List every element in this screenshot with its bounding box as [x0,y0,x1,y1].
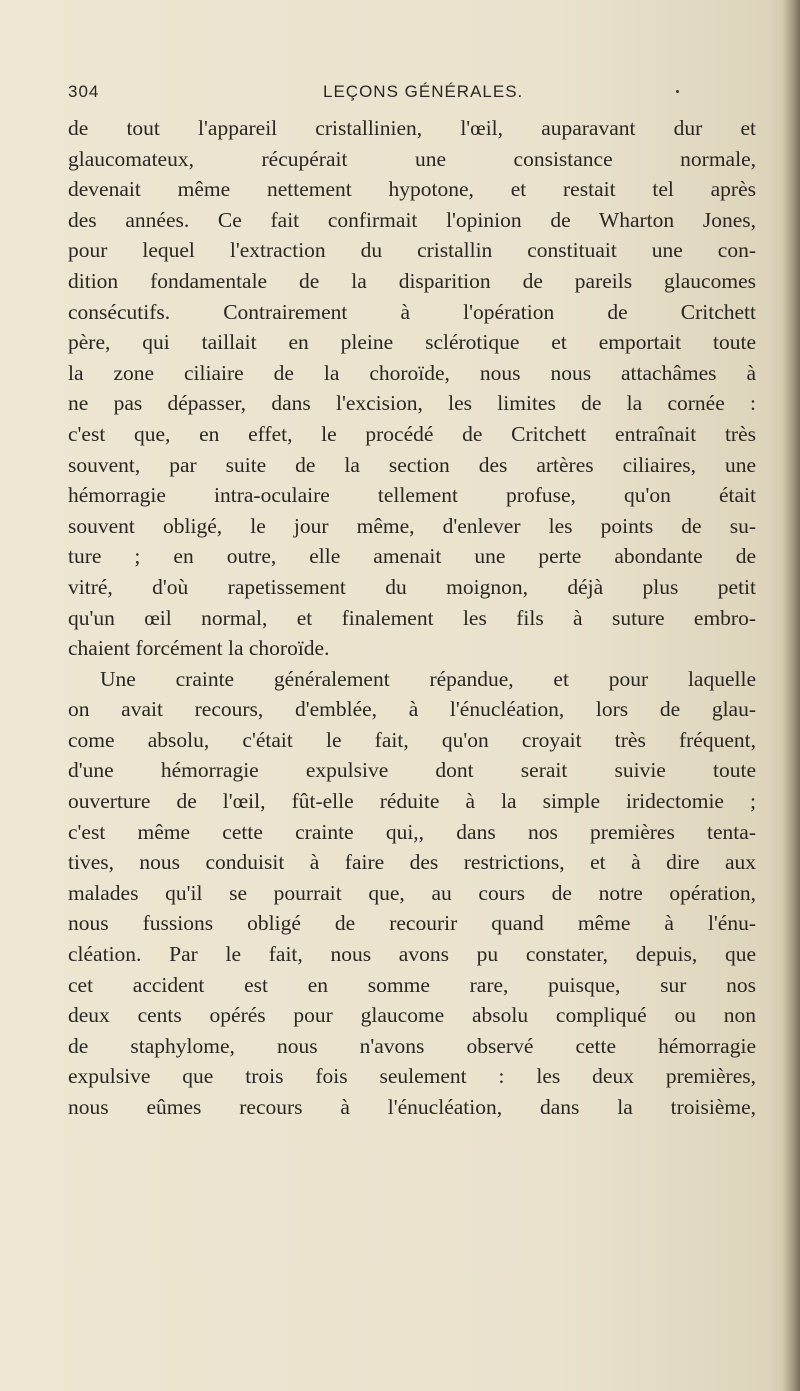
text-line: chaient forcément la choroïde. [68,636,330,661]
text-line: c'est que, en effet, le procédé de Critchett entraînait très [68,421,756,446]
text-line: on avait recours, d'emblée, à l'énucléation, lors de glau- [68,697,756,722]
page-number: 304 [68,82,100,101]
text-line: la zone ciliaire de la choroïde, nous nous attachâmes à [68,360,756,385]
text-line: c'est même cette crainte qui,, dans nos premières tenta- [68,819,756,844]
text-line: souvent, par suite de la section des artères ciliaires, une [68,452,756,477]
running-title: LEÇONS GÉNÉRALES. [323,82,524,101]
text-line: de tout l'appareil cristallinien, l'œil, auparavant dur et [68,116,756,140]
text-line: vitré, d'où rapetissement du moignon, déjà plus petit [68,574,756,599]
text-line: ouverture de l'œil, fût-elle réduite à la simple iridectomie ; [68,789,756,814]
text-line: come absolu, c'était le fait, qu'on croyait très fréquent, [68,727,756,752]
text-line: ne pas dépasser, dans l'excision, les limites de la cornée : [68,391,756,416]
text-line: souvent obligé, le jour même, d'enlever les points de su- [68,513,756,538]
body-text [68,113,756,1123]
text-line: tives, nous conduisit à faire des restrictions, et à dire aux [68,850,756,875]
text-line: devenait même nettement hypotone, et restait tel après [68,177,756,202]
text-line: consécutifs. Contrairement à l'opération de Critchett [68,299,756,324]
text-line: ture ; en outre, elle amenait une perte abondante de [68,544,756,569]
text-line: glaucomateux, récupérait une consistance normale, [68,146,756,171]
text-line: dition fondamentale de la disparition de pareils glaucomes [68,268,756,293]
page-header [68,82,768,108]
text-line: cléation. Par le fait, nous avons pu constater, depuis, que [68,942,756,967]
page-edge-shadow [782,0,800,1391]
stray-dot [676,90,679,93]
text-line: deux cents opérés pour glaucome absolu compliqué ou non [68,1003,756,1028]
text-line: cet accident est en somme rare, puisque, sur nos [68,972,756,997]
text-line: hémorragie intra-oculaire tellement profuse, qu'on était [68,483,756,508]
text-line: pour lequel l'extraction du cristallin constituait une con- [68,238,756,263]
text-line: malades qu'il se pourrait que, au cours de notre opération, [68,880,756,905]
text-line: père, qui taillait en pleine sclérotique et emportait toute [68,330,756,355]
text-line: de staphylome, nous n'avons observé cette hémorragie [68,1033,756,1058]
text-line: qu'un œil normal, et finalement les fils à suture embro- [68,605,756,630]
text-line: nous fussions obligé de recourir quand même à l'énu- [68,911,756,936]
text-line: des années. Ce fait confirmait l'opinion de Wharton Jones, [68,207,756,232]
text-line: d'une hémorragie expulsive dont serait suivie toute [68,758,756,783]
text-line: Une crainte généralement répandue, et pour laquelle [100,666,756,691]
text-line: nous eûmes recours à l'énucléation, dans la troisième, [68,1095,756,1119]
text-line: expulsive que trois fois seulement : les deux premières, [68,1064,756,1089]
